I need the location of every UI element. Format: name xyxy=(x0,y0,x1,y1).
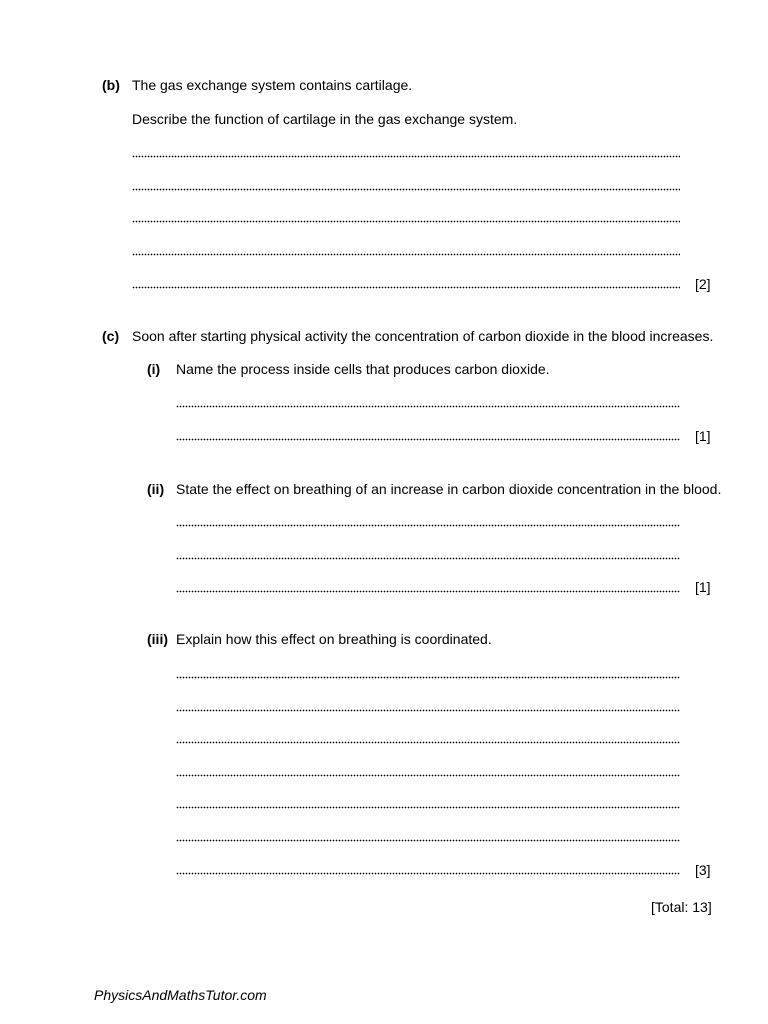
subquestion-iii-prompt: Explain how this effect on breathing is coordinated. xyxy=(176,631,492,647)
answer-line[interactable] xyxy=(176,676,680,679)
answer-line[interactable] xyxy=(176,774,680,777)
footer-site-name: PhysicsAndMathsTutor.com xyxy=(94,987,267,1003)
answer-line[interactable] xyxy=(176,438,680,441)
question-label-b: (b) xyxy=(102,77,120,93)
subquestion-label-i: (i) xyxy=(147,361,161,377)
subquestion-label-ii: (ii) xyxy=(147,481,165,497)
subquestion-i-prompt: Name the process inside cells that produces carbon dioxide. xyxy=(176,361,550,377)
subquestion-ii-prompt: State the effect on breathing of an increase in carbon dioxide concentration in the blood. xyxy=(176,481,722,497)
answer-line[interactable] xyxy=(132,188,680,191)
answer-line[interactable] xyxy=(176,557,680,560)
answer-line[interactable] xyxy=(132,286,680,289)
answer-line[interactable] xyxy=(176,741,680,744)
question-b-intro: The gas exchange system contains cartilage. xyxy=(132,77,413,93)
answer-line[interactable] xyxy=(176,590,680,593)
total-marks: [Total: 13] xyxy=(651,899,712,915)
answer-line[interactable] xyxy=(176,806,680,809)
answer-line[interactable] xyxy=(176,709,680,712)
marks-c-i: [1] xyxy=(695,428,711,444)
marks-b: [2] xyxy=(695,276,711,292)
question-b-prompt: Describe the function of cartilage in the gas exchange system. xyxy=(132,111,518,127)
answer-line[interactable] xyxy=(176,839,680,842)
marks-c-ii: [1] xyxy=(695,579,711,595)
answer-line[interactable] xyxy=(132,155,680,158)
answer-line[interactable] xyxy=(176,524,680,527)
question-label-c: (c) xyxy=(102,328,120,344)
answer-line[interactable] xyxy=(132,220,680,223)
answer-line[interactable] xyxy=(176,405,680,408)
question-c-intro: Soon after starting physical activity the concentration of carbon dioxide in the blood increases. xyxy=(132,328,714,344)
subquestion-label-iii: (iii) xyxy=(147,631,168,647)
marks-c-iii: [3] xyxy=(695,862,711,878)
answer-line[interactable] xyxy=(176,872,680,875)
answer-line[interactable] xyxy=(132,253,680,256)
